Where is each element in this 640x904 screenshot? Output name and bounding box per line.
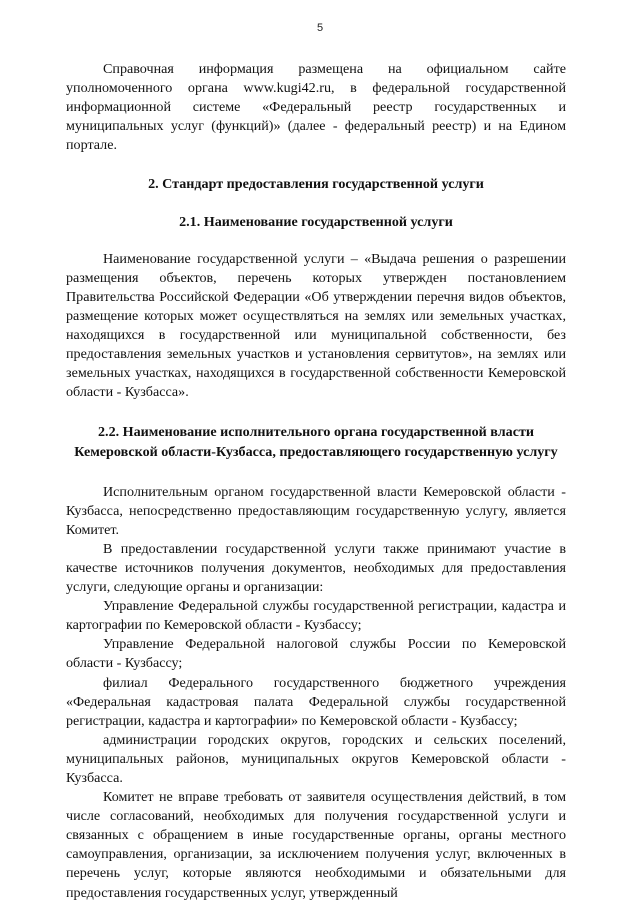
section-heading-standard: 2. Стандарт предоставления государственной услуги: [148, 176, 484, 193]
paragraph-administrations: администрации городских округов, городских и сельских поселений, муниципальных районов, муниципальных округов Кемеровской области - Кузбасса.: [66, 731, 566, 786]
paragraph-rosreestr: Управление Федеральной службы государственной регистрации, кадастра и картографии по Кемеровской области - Кузбассу;: [66, 598, 566, 634]
section-heading-service-name: 2.1. Наименование государственной услуги: [179, 213, 453, 230]
paragraph-reference-info: Справочная информация размещена на официальном сайте уполномоченного органа www.kugi42.ru, в федеральной государственной информационной системе «Федеральный реестр государственных и муниципальных услуг (функций)» (далее - федеральный реестр) и на Едином портале.: [66, 61, 566, 154]
paragraph-tax-service: Управление Федеральной налоговой службы России по Кемеровской области - Кузбассу;: [66, 636, 566, 672]
document-body: [66, 60, 566, 903]
paragraph-cadastral-chamber: филиал Федерального государственного бюджетного учреждения «Федеральная кадастровая палата Федеральной службы государственной регистрации, кадастра и картографии» по Кемеровской области - Кузбассу;: [66, 674, 566, 729]
paragraph-committee-restrictions: Комитет не вправе требовать от заявителя осуществления действий, в том числе согласований, необходимых для получения государственной услуги и связанных с обращением в иные государственные органы, органы местного самоуправления, организации, за исключением получения услуг, включенных в перечень услуг, которые являются необходимыми и обязательными для предоставления государственных услуг, утвержденный: [66, 789, 566, 901]
paragraph-executive-body: Исполнительным органом государственной власти Кемеровской области - Кузбасса, непосредственно предоставляющим государственную услугу, является Комитет.: [66, 483, 566, 538]
page-number: 5: [316, 22, 324, 34]
paragraph-service-name: Наименование государственной услуги – «Выдача решения о разрешении размещения объектов, перечень которых утвержден постановлением Правительства Российской Федерации «Об утверждении перечня видов объектов, размещение которых может осуществляться на землях или земельных участках, находящихся в государственной или муниципальной собственности, без предоставления земельных участков и установления сервитутов», на землях или земельных участках, находящихся в государственной собственности Кемеровской области - Кузбасса».: [66, 250, 566, 401]
section-heading-executive-body: 2.2. Наименование исполнительного органа государственной власти Кемеровской области-Кузбасса, предоставляющего государственную услугу: [74, 424, 558, 460]
paragraph-participants: В предоставлении государственной услуги также принимают участие в качестве источников получения документов, необходимых для предоставления услуги, следующие органы и организации:: [66, 540, 566, 596]
